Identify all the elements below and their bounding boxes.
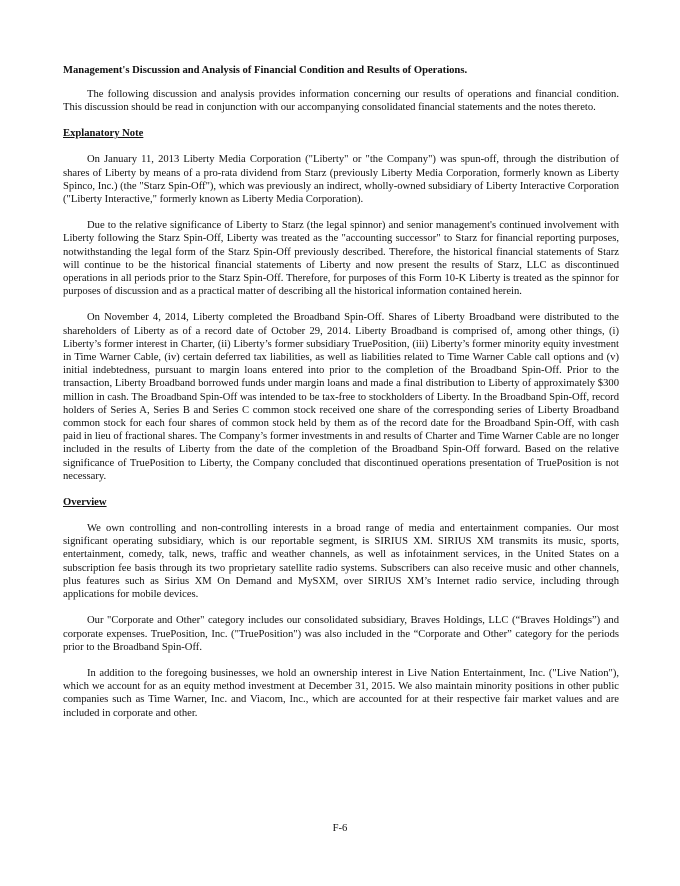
intro-paragraph: The following discussion and analysis provides information concerning our results of operations and financial condition. This discussion should be read in conjunction with our accompanying consolidated financial statements and the notes thereto. bbox=[63, 89, 619, 114]
overview-paragraph-1: We own controlling and non-controlling interests in a broad range of media and entertainment companies. Our most significant operating subsidiary, which is our reportable segment, is SIRIUS XM. SIRIUS XM transmits its music, sports, entertainment, comedy, talk, news, traffic and weather channels, as well as infotainment services, in the United States on a subscription fee basis through its two proprietary satellite radio systems. Subscribers can also receive music and other channels, plus features such as Sirius XM On Demand and MySXM, over SIRIUS XM’s Internet radio service, including through applications for mobile devices. bbox=[63, 523, 619, 601]
overview-paragraph-2: Our "Corporate and Other" category includes our consolidated subsidiary, Braves Holdings, LLC (“Braves Holdings”) and corporate expenses. TruePosition, Inc. ("TruePosition") was also included in the “Corporate and Other” category for the periods prior to the Broadband Spin-Off. bbox=[63, 615, 619, 653]
page-title: Management's Discussion and Analysis of Financial Condition and Results of Operations. bbox=[63, 65, 468, 76]
explanatory-paragraph-2: Due to the relative significance of Liberty to Starz (the legal spinnor) and senior management's continued involvement with Liberty following the Starz Spin-Off, Liberty was treated as the "accounting successor" to Starz for financial reporting purposes, notwithstanding the legal form of the Starz Spin-Off previously described. Therefore, the historical financial statements of Starz will continue to be the historical financial statements of Liberty and now present the results of Starz, LLC as discontinued operations in all periods prior to the Starz Spin-Off. Therefore, for purposes of this Form 10-K Liberty is treated as the spinnor for purposes of discussion and as a practical matter of describing all the historical information contained herein. bbox=[63, 220, 619, 298]
explanatory-note-heading: Explanatory Note bbox=[63, 128, 144, 140]
page-number: F-6 bbox=[332, 823, 348, 834]
explanatory-paragraph-3: On November 4, 2014, Liberty completed the Broadband Spin-Off. Shares of Liberty Broadband were distributed to the shareholders of Liberty as of a record date of October 29, 2014. Liberty Broadband is comprised of, among other things, (i) Liberty’s former interest in Charter, (ii) Liberty’s former subsidiary TruePosition, (iii) Liberty’s former minority equity investment in Time Warner Cable, (iv) certain deferred tax liabilities, as well as liabilities related to Time Warner Cable call options and (v) initial indebtedness, pursuant to margin loans entered into prior to the completion of the Broadband Spin-Off. Prior to the transaction, Liberty Broadband borrowed funds under margin loans and made a final distribution to Liberty of approximately $300 million in cash. The Broadband Spin-Off was intended to be tax-free to stockholders of Liberty. In the Broadband Spin-Off, record holders of Series A, Series B and Series C common stock received one share of the corresponding series of Liberty Broadband common stock for each four shares of common stock held by them as of the record date for the Broadband Spin-Off, with cash paid in lieu of fractional shares. The Company’s former investments in and results of Charter and Time Warner Cable are no longer included in the results of Liberty from the date of the completion of the Broadband Spin-Off forward. Based on the relative significance of TruePosition to Liberty, the Company concluded that discontinued operations presentation of TruePosition is not necessary. bbox=[63, 312, 619, 482]
overview-paragraph-3: In addition to the foregoing businesses, we hold an ownership interest in Live Nation Entertainment, Inc. ("Live Nation"), which we account for as an equity method investment at December 31, 2015. We also maintain minority positions in other public companies such as Time Warner, Inc. and Viacom, Inc., which are accounted for at their respective fair market values and are included in corporate and other. bbox=[63, 667, 619, 719]
explanatory-paragraph-1: On January 11, 2013 Liberty Media Corporation ("Liberty" or "the Company") was spun-off, through the distribution of shares of Liberty by means of a pro-rata dividend from Starz (previously Liberty Media Corporation, formerly known as Liberty Spinco, Inc.) (the "Starz Spin-Off"), which was previously an indirect, wholly-owned subsidiary of Liberty Interactive Corporation ("Liberty Interactive," formerly known as Liberty Media Corporation). bbox=[63, 154, 619, 206]
overview-heading: Overview bbox=[63, 497, 107, 509]
